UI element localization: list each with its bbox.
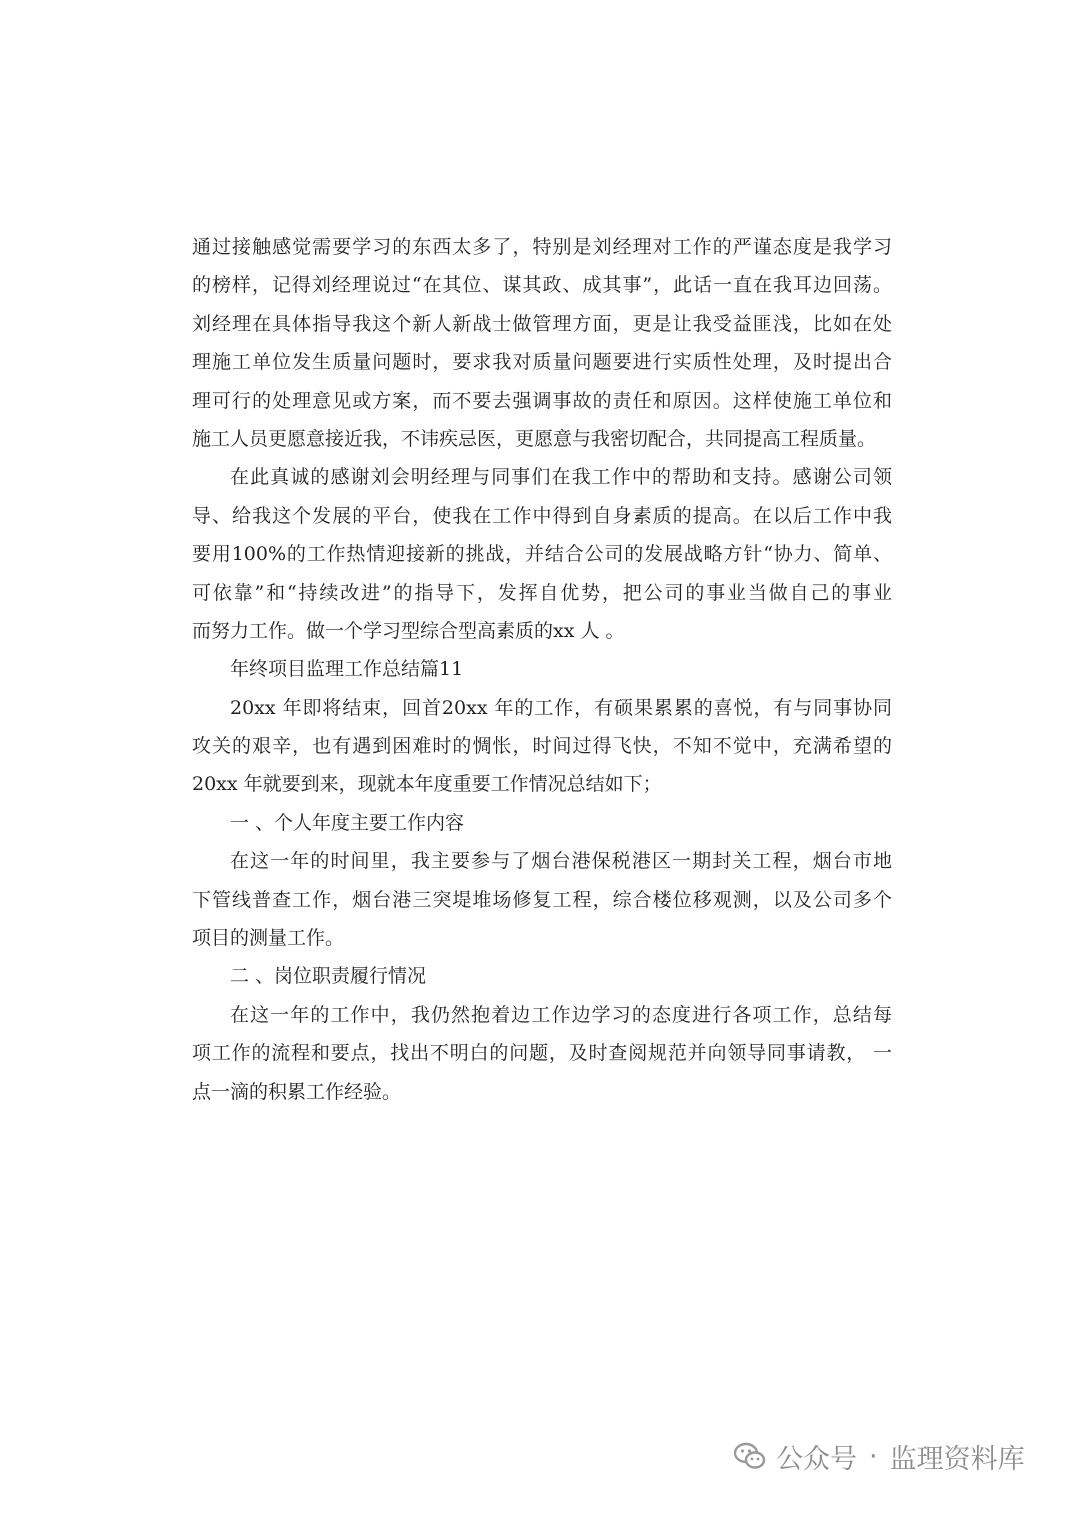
text-line: 而努力工作。做一个学习型综合型高素质的xx 人 。 — [192, 619, 625, 642]
text-line: 20xx 年就要到来，现就本年度重要工作情况总结如下； — [192, 773, 662, 796]
document-body — [192, 228, 892, 1111]
text-line: 通过接触感觉需要学习的东西太多了，特别是刘经理对工作的严谨态度是我学习 — [192, 236, 892, 258]
text-line: 下管线普查工作，烟台港三突堤堆场修复工程，综合楼位移观测，以及公司多个 — [192, 888, 892, 911]
text-line: 施工人员更愿意接近我，不讳疾忌医，更愿意与我密切配合，共同提高工程质量。 — [192, 427, 877, 450]
text-line: 攻关的艰辛，也有遇到困难时的惆怅，时间过得飞快，不知不觉中，充满希望的 — [192, 735, 892, 758]
text-line: 在这一年的工作中，我仍然抱着边工作边学习的态度进行各项工作，总结每 — [230, 1003, 892, 1026]
watermark-account: 监理资料库 — [889, 1443, 1025, 1475]
text-line: 可依靠”和“持续改进”的指导下，发挥自优势，把公司的事业当做自己的事业 — [192, 581, 892, 604]
text-line: 点一滴的积累工作经验。 — [192, 1080, 402, 1103]
text-line: 在这一年的时间里，我主要参与了烟台港保税港区一期封关工程，烟台市地 — [230, 850, 892, 873]
watermark-separator: · — [869, 1440, 878, 1472]
text-line: 刘经理在具体指导我这个新人新战士做管理方面，更是让我受益匪浅，比如在处 — [192, 312, 892, 335]
text-line: 的榜样，记得刘经理说过“在其位、谋其政、成其事”，此话一直在我耳边回荡。 — [192, 274, 892, 297]
watermark-prefix: 公众号 — [776, 1443, 857, 1475]
wechat-icon — [732, 1438, 768, 1474]
text-line: 导、给我这个发展的平台，使我在工作中得到自身素质的提高。在以后工作中我 — [192, 504, 892, 527]
text-line: 项工作的流程和要点，找出不明白的问题，及时查阅规范并向领导同事请教， 一 — [192, 1042, 892, 1065]
text-line: 一 、个人年度主要工作内容 — [230, 811, 465, 834]
text-line: 二 、岗位职责履行情况 — [230, 965, 427, 988]
text-line: 项目的测量工作。 — [192, 927, 345, 950]
watermark — [732, 1434, 1025, 1478]
text-line: 理可行的处理意见或方案，而不要去强调事故的责任和原因。这样使施工单位和 — [192, 389, 892, 412]
text-line: 理施工单位发生质量问题时，要求我对质量问题要进行实质性处理，及时提出合 — [192, 351, 892, 374]
text-line: 20xx 年即将结束，回首20xx 年的工作，有硕果累累的喜悦，有与同事协同 — [230, 696, 892, 719]
text-line: 要用100%的工作热情迎接新的挑战，并结合公司的发展战略方针“协力、简单、 — [192, 543, 892, 566]
text-line: 在此真诚的感谢刘会明经理与同事们在我工作中的帮助和支持。感谢公司领 — [230, 466, 892, 489]
text-line: 年终项目监理工作总结篇11 — [230, 658, 464, 681]
